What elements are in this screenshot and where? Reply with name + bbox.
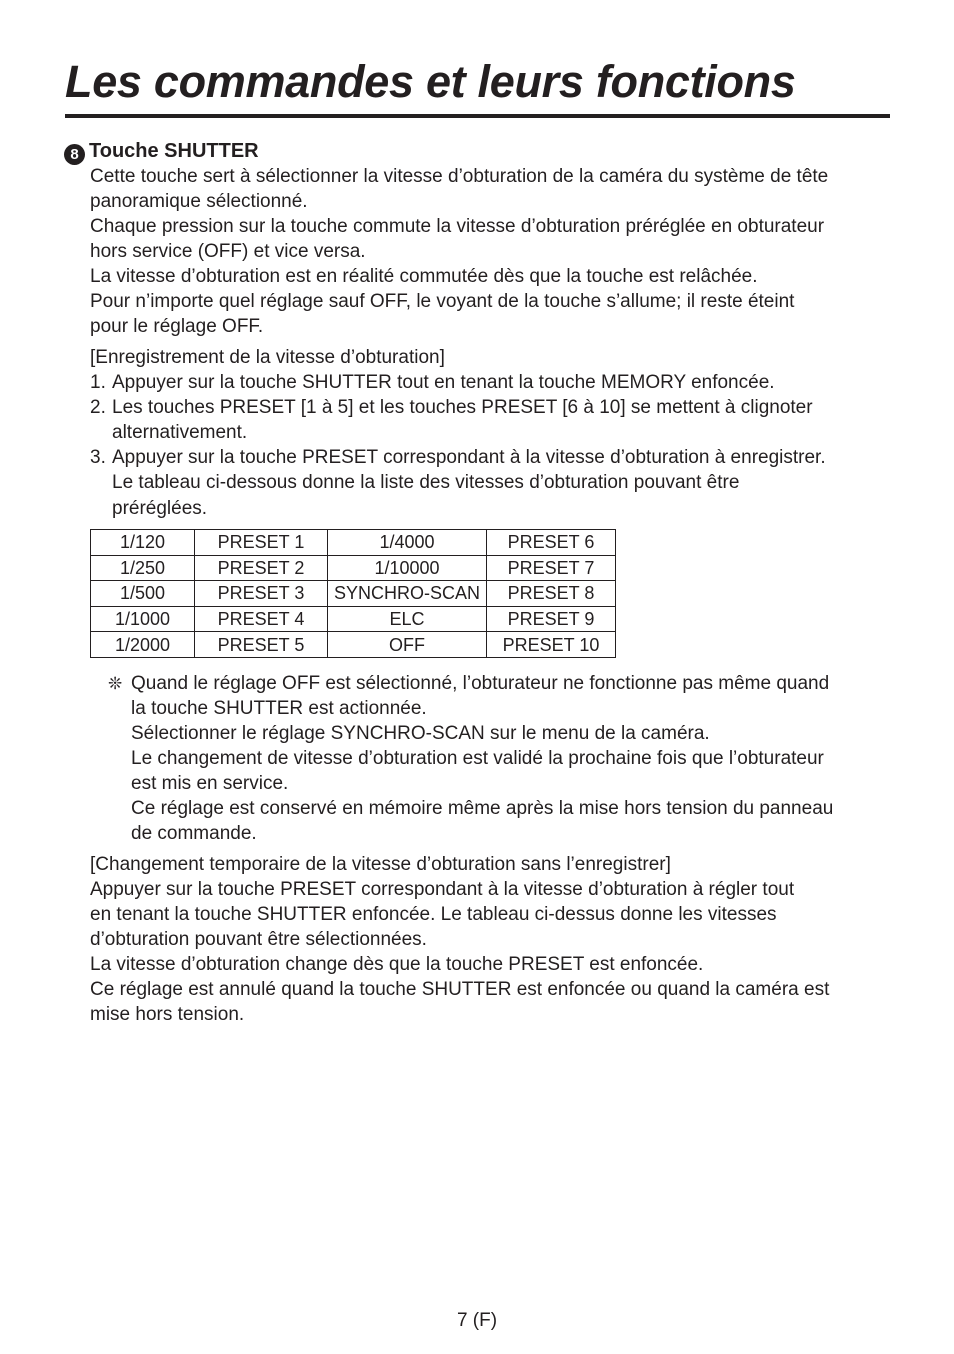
table-cell: PRESET 5: [195, 632, 328, 658]
table-cell: PRESET 1: [195, 530, 328, 556]
table-row: [91, 632, 616, 658]
intro-line: Pour n’importe quel réglage sauf OFF, le voyant de la touche s’allume; il reste éteint: [90, 291, 795, 312]
temp-line: mise hors tension.: [90, 1004, 245, 1025]
note-line: Le changement de vitesse d’obturation est validé la prochaine fois que l’obturateur: [131, 748, 824, 769]
table-row: [91, 581, 616, 607]
table-cell: 1/250: [91, 555, 195, 581]
note-line: de commande.: [131, 823, 257, 844]
registration-heading: [Enregistrement de la vitesse d’obturation]: [90, 347, 445, 368]
step-1: [90, 370, 775, 395]
intro-line: Cette touche sert à sélectionner la vitesse d’obturation de la caméra du système de tête: [90, 166, 829, 187]
step-text: alternativement.: [112, 422, 248, 443]
table-cell: 1/500: [91, 581, 195, 607]
table-cell: 1/2000: [91, 632, 195, 658]
table-cell: PRESET 6: [487, 530, 616, 556]
intro-line: La vitesse d’obturation est en réalité commutée dès que la touche est relâchée.: [90, 266, 758, 287]
intro-line: hors service (OFF) et vice versa.: [90, 241, 366, 262]
table-cell: ELC: [328, 606, 487, 632]
note-line: Sélectionner le réglage SYNCHRO-SCAN sur le menu de la caméra.: [131, 723, 710, 744]
step-text: Appuyer sur la touche PRESET correspondant à la vitesse d’obturation à enregistrer.: [112, 447, 826, 468]
table-cell: PRESET 7: [487, 555, 616, 581]
title-rule: [65, 114, 890, 118]
shutter-speed-table: [90, 529, 616, 658]
table-cell: PRESET 3: [195, 581, 328, 607]
table-cell: 1/1000: [91, 606, 195, 632]
temp-line: Appuyer sur la touche PRESET correspondant à la vitesse d’obturation à régler tout: [90, 879, 795, 900]
table-cell: 1/4000: [328, 530, 487, 556]
table-cell: PRESET 4: [195, 606, 328, 632]
temp-line: Ce réglage est annulé quand la touche SHUTTER est enfoncée ou quand la caméra est: [90, 979, 830, 1000]
temp-line: en tenant la touche SHUTTER enfoncée. Le tableau ci-dessus donne les vitesses: [90, 904, 777, 925]
intro-line: pour le réglage OFF.: [90, 316, 264, 337]
temporary-change-heading: [Changement temporaire de la vitesse d’obturation sans l’enregistrer]: [90, 854, 671, 875]
step-number: 3.: [90, 447, 106, 468]
step-3: [90, 445, 826, 470]
note-line: est mis en service.: [131, 773, 289, 794]
intro-line: Chaque pression sur la touche commute la vitesse d’obturation préréglée en obturateur: [90, 216, 825, 237]
page-title: Les commandes et leurs fonctions: [65, 56, 796, 107]
note-line: la touche SHUTTER est actionnée.: [131, 698, 427, 719]
step-text: Les touches PRESET [1 à 5] et les touches PRESET [6 à 10] se mettent à clignoter: [112, 397, 813, 418]
note-line: Quand le réglage OFF est sélectionné, l’obturateur ne fonctionne pas même quand: [131, 673, 830, 694]
table-cell: PRESET 10: [487, 632, 616, 658]
table-row: [91, 555, 616, 581]
section-heading: [64, 139, 259, 165]
note-line: Ce réglage est conservé en mémoire même après la mise hors tension du panneau: [131, 798, 834, 819]
step-2: [90, 395, 813, 420]
table-cell: OFF: [328, 632, 487, 658]
table-cell: 1/10000: [328, 555, 487, 581]
table-row: [91, 530, 616, 556]
table-cell: PRESET 2: [195, 555, 328, 581]
step-text: Le tableau ci-dessous donne la liste des vitesses d’obturation pouvant être: [112, 472, 740, 493]
temp-line: La vitesse d’obturation change dès que la touche PRESET est enfoncée.: [90, 954, 704, 975]
step-text: préréglées.: [112, 498, 208, 519]
step-text: Appuyer sur la touche SHUTTER tout en tenant la touche MEMORY enfoncée.: [112, 372, 775, 393]
section-number-badge: 8: [64, 144, 85, 165]
table-cell: PRESET 9: [487, 606, 616, 632]
table-cell: 1/120: [91, 530, 195, 556]
temp-line: d’obturation pouvant être sélectionnées.: [90, 929, 427, 950]
note-asterisk-icon: ❊: [108, 674, 123, 693]
table-cell: PRESET 8: [487, 581, 616, 607]
step-number: 2.: [90, 397, 106, 418]
step-number: 1.: [90, 372, 106, 393]
page-number: 7 (F): [456, 1310, 498, 1331]
intro-line: panoramique sélectionné.: [90, 191, 308, 212]
table-row: [91, 606, 616, 632]
table-cell: SYNCHRO-SCAN: [328, 581, 487, 607]
section-heading-text: Touche SHUTTER: [89, 140, 259, 162]
